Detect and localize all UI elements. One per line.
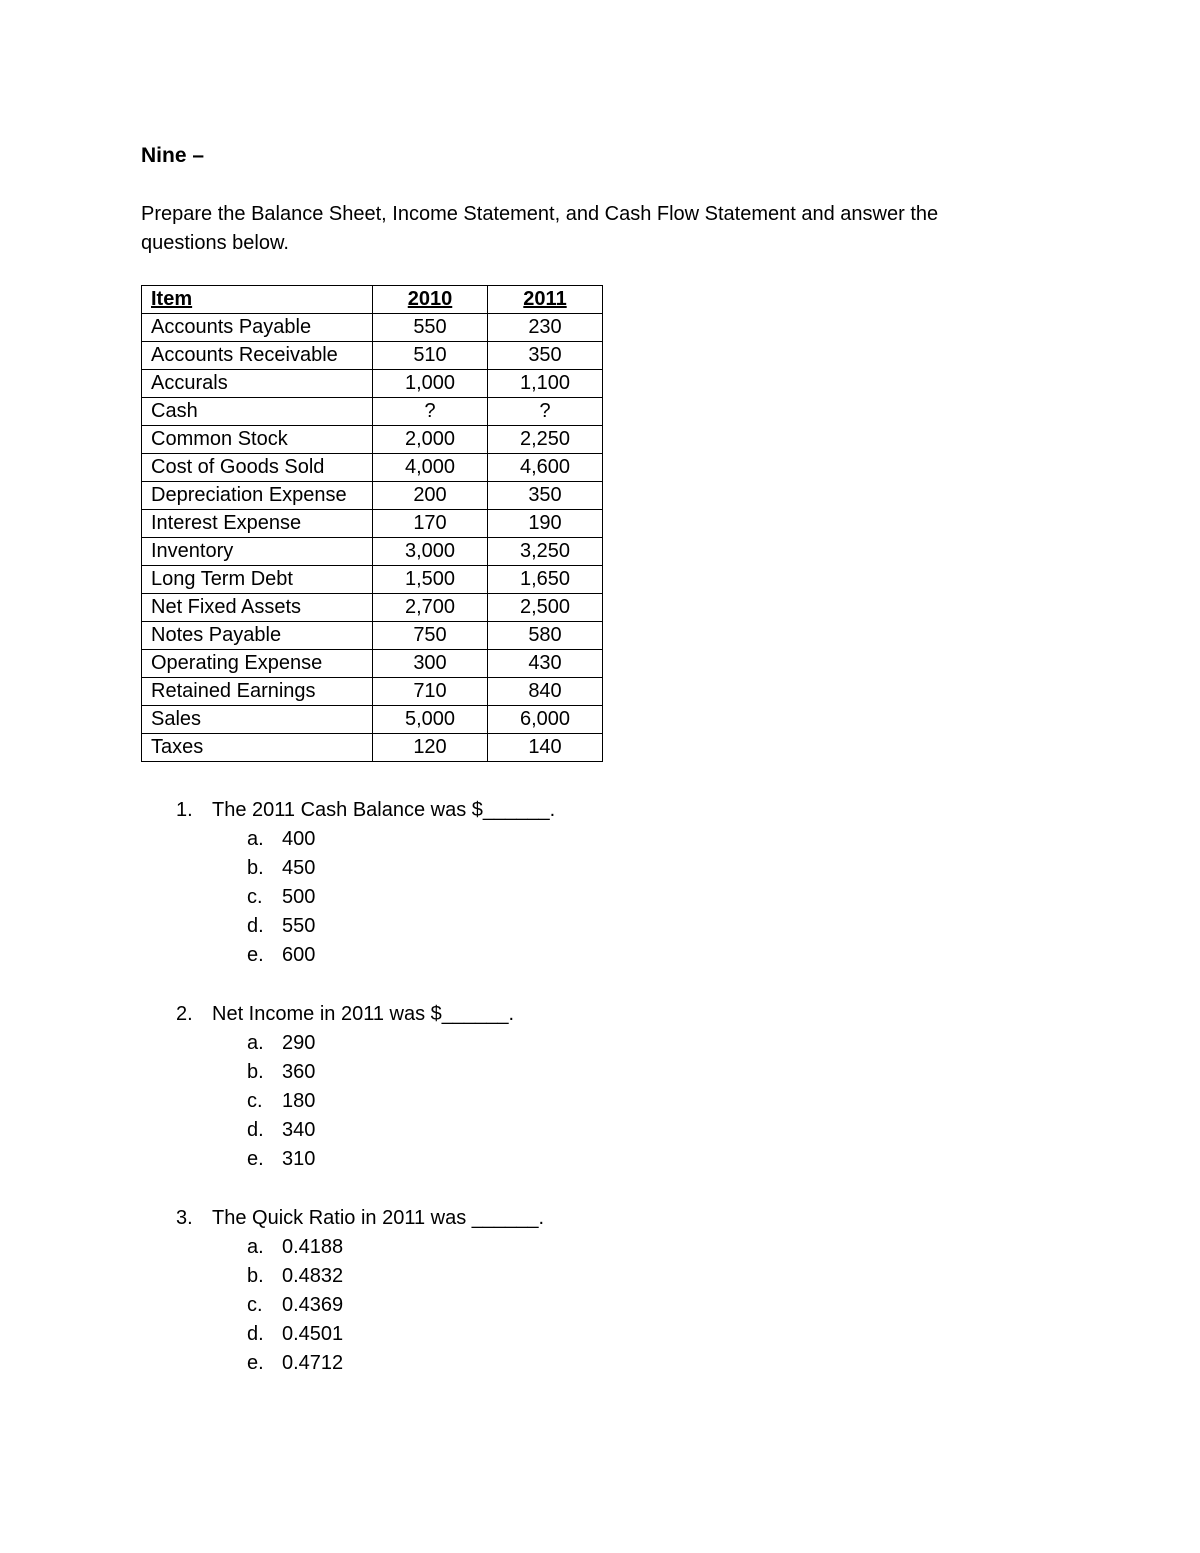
answer-option: [0, 1087, 1200, 1116]
item-name-cell: Accounts Receivable: [142, 342, 373, 370]
option-letter: d.: [247, 915, 264, 937]
option-value: 0.4501: [282, 1323, 344, 1345]
value-2011-cell: 430: [488, 650, 603, 678]
value-2010-cell: 750: [373, 622, 488, 650]
value-2011-cell: 2,500: [488, 594, 603, 622]
value-2011-cell: 140: [488, 734, 603, 762]
table-row: [142, 370, 603, 398]
value-2011-cell: 1,100: [488, 370, 603, 398]
value-2010-cell: 710: [373, 678, 488, 706]
value-2010-cell: 550: [373, 314, 488, 342]
table-header-row: [142, 286, 603, 314]
financial-data-table: [141, 285, 603, 762]
option-value: 500: [282, 886, 316, 908]
table-row: [142, 398, 603, 426]
item-name-cell: Cash: [142, 398, 373, 426]
option-value: 0.4369: [282, 1294, 344, 1316]
value-2010-cell: 2,000: [373, 426, 488, 454]
question-line: [0, 1204, 1200, 1233]
value-2011-cell: 350: [488, 482, 603, 510]
value-2011-cell: ?: [488, 398, 603, 426]
value-2010-cell: 5,000: [373, 706, 488, 734]
table-row: [142, 314, 603, 342]
header-2011: 2011: [488, 286, 603, 314]
question-1: [0, 796, 1200, 970]
option-value: 360: [282, 1061, 316, 1083]
value-2010-cell: 4,000: [373, 454, 488, 482]
answer-option: [0, 941, 1200, 970]
question-number: 3.: [176, 1207, 193, 1229]
option-value: 340: [282, 1119, 316, 1141]
value-2010-cell: 3,000: [373, 538, 488, 566]
value-2010-cell: ?: [373, 398, 488, 426]
answer-option: [0, 1262, 1200, 1291]
value-2010-cell: 120: [373, 734, 488, 762]
item-name-cell: Taxes: [142, 734, 373, 762]
answer-option: [0, 1116, 1200, 1145]
option-letter: e.: [247, 944, 264, 966]
option-value: 400: [282, 828, 316, 850]
table-row: [142, 566, 603, 594]
option-letter: e.: [247, 1148, 264, 1170]
value-2010-cell: 300: [373, 650, 488, 678]
option-letter: b.: [247, 1265, 264, 1287]
value-2011-cell: 3,250: [488, 538, 603, 566]
option-letter: a.: [247, 828, 264, 850]
question-number: 1.: [176, 799, 193, 821]
option-value: 310: [282, 1148, 316, 1170]
value-2011-cell: 580: [488, 622, 603, 650]
table-row: [142, 622, 603, 650]
option-value: 550: [282, 915, 316, 937]
question-line: [0, 796, 1200, 825]
value-2011-cell: 230: [488, 314, 603, 342]
option-value: 180: [282, 1090, 316, 1112]
header-2010: 2010: [373, 286, 488, 314]
item-name-cell: Net Fixed Assets: [142, 594, 373, 622]
table-row: [142, 342, 603, 370]
option-letter: d.: [247, 1119, 264, 1141]
value-2011-cell: 4,600: [488, 454, 603, 482]
answer-option: [0, 1058, 1200, 1087]
question-text: The Quick Ratio in 2011 was ______.: [212, 1207, 545, 1229]
item-name-cell: Notes Payable: [142, 622, 373, 650]
option-value: 0.4712: [282, 1352, 344, 1374]
table-row: [142, 678, 603, 706]
answer-option: [0, 1320, 1200, 1349]
value-2011-cell: 190: [488, 510, 603, 538]
table-row: [142, 482, 603, 510]
value-2011-cell: 2,250: [488, 426, 603, 454]
table-row: [142, 454, 603, 482]
value-2010-cell: 200: [373, 482, 488, 510]
table-body: [142, 314, 603, 762]
item-name-cell: Common Stock: [142, 426, 373, 454]
option-value: 0.4832: [282, 1265, 344, 1287]
answer-option: [0, 1349, 1200, 1378]
option-letter: a.: [247, 1236, 264, 1258]
item-name-cell: Long Term Debt: [142, 566, 373, 594]
item-name-cell: Cost of Goods Sold: [142, 454, 373, 482]
value-2011-cell: 840: [488, 678, 603, 706]
table-row: [142, 426, 603, 454]
item-name-cell: Retained Earnings: [142, 678, 373, 706]
table-row: [142, 734, 603, 762]
item-name-cell: Accurals: [142, 370, 373, 398]
item-name-cell: Sales: [142, 706, 373, 734]
value-2011-cell: 350: [488, 342, 603, 370]
question-line: [0, 1000, 1200, 1029]
answer-option: [0, 1291, 1200, 1320]
item-name-cell: Inventory: [142, 538, 373, 566]
value-2010-cell: 170: [373, 510, 488, 538]
instructions-paragraph: Prepare the Balance Sheet, Income Statement, and Cash Flow Statement and answer the questions below.: [141, 203, 939, 254]
option-value: 0.4188: [282, 1236, 344, 1258]
answer-option: [0, 912, 1200, 941]
question-text: Net Income in 2011 was $______.: [212, 1003, 515, 1025]
table-row: [142, 594, 603, 622]
option-letter: c.: [247, 1090, 263, 1112]
value-2010-cell: 1,000: [373, 370, 488, 398]
option-letter: c.: [247, 1294, 263, 1316]
option-letter: b.: [247, 857, 264, 879]
question-2: [0, 1000, 1200, 1174]
item-name-cell: Operating Expense: [142, 650, 373, 678]
table-row: [142, 706, 603, 734]
table-row: [142, 538, 603, 566]
item-name-cell: Accounts Payable: [142, 314, 373, 342]
table-row: [142, 510, 603, 538]
page-heading: Nine –: [141, 144, 205, 167]
option-letter: a.: [247, 1032, 264, 1054]
question-number: 2.: [176, 1003, 193, 1025]
value-2010-cell: 510: [373, 342, 488, 370]
answer-option: [0, 854, 1200, 883]
answer-option: [0, 1145, 1200, 1174]
item-name-cell: Depreciation Expense: [142, 482, 373, 510]
question-list: [0, 796, 1200, 1408]
answer-option: [0, 825, 1200, 854]
question-text: The 2011 Cash Balance was $______.: [212, 799, 556, 821]
value-2010-cell: 1,500: [373, 566, 488, 594]
table-row: [142, 650, 603, 678]
answer-option: [0, 1233, 1200, 1262]
option-value: 450: [282, 857, 316, 879]
option-letter: b.: [247, 1061, 264, 1083]
value-2011-cell: 6,000: [488, 706, 603, 734]
value-2011-cell: 1,650: [488, 566, 603, 594]
option-value: 600: [282, 944, 316, 966]
answer-option: [0, 1029, 1200, 1058]
answer-option: [0, 883, 1200, 912]
option-letter: c.: [247, 886, 263, 908]
header-item: Item: [142, 286, 373, 314]
question-3: [0, 1204, 1200, 1378]
value-2010-cell: 2,700: [373, 594, 488, 622]
option-letter: e.: [247, 1352, 264, 1374]
option-letter: d.: [247, 1323, 264, 1345]
option-value: 290: [282, 1032, 316, 1054]
item-name-cell: Interest Expense: [142, 510, 373, 538]
